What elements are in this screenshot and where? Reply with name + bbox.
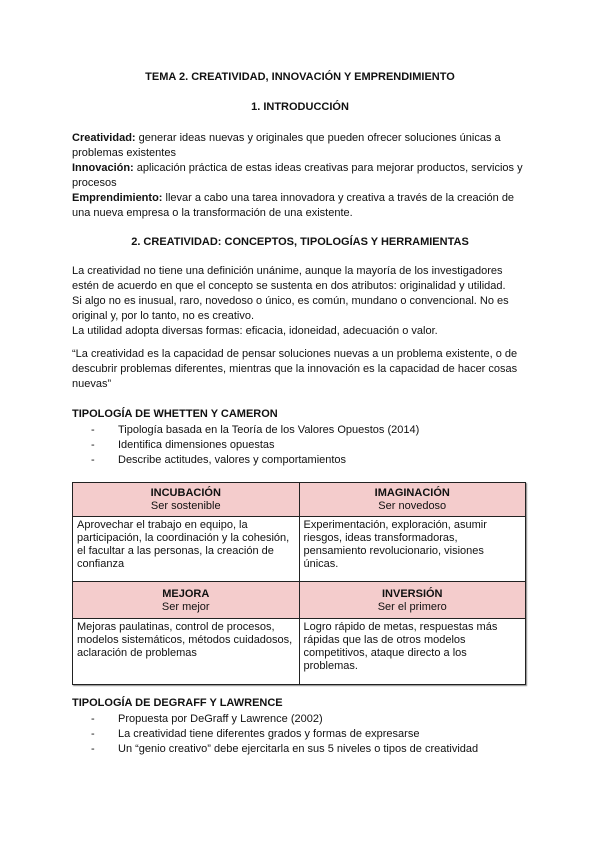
section-1-heading: 1. INTRODUCCIÓN xyxy=(251,101,349,113)
list-item xyxy=(72,727,532,742)
section-2-heading: 2. CREATIVIDAD: CONCEPTOS, TIPOLOGÍAS Y HERRAMIENTAS xyxy=(131,236,469,248)
bullet-text: Tipología basada en la Teoría de los Valores Opuestos (2014) xyxy=(118,424,420,436)
document-title: TEMA 2. CREATIVIDAD, INNOVACIÓN Y EMPRENDIMIENTO xyxy=(145,71,455,83)
list-item xyxy=(72,742,532,757)
quadrant-subtitle: Ser sostenible xyxy=(150,500,221,512)
intro-line: La creatividad no tiene una definición unánime, aunque la mayoría de los investigadores estén de acuerdo en que el concepto se sustenta en dos atributos: originalidad y utilidad. xyxy=(72,265,506,292)
table-cell: Experimentación, exploración, asumir riesgos, ideas transformadoras, pensamiento revolucionario, visiones únicas. xyxy=(299,517,526,582)
quadrant-subtitle: Ser novedoso xyxy=(378,500,447,512)
bullet-dash: - xyxy=(91,743,95,755)
creativity-quote: “La creatividad es la capacidad de pensar soluciones nuevas a un problema existente, o de descubrir problemas diferentes, mientras que la innovación es la capacidad de hacer cosas nuevas” xyxy=(72,348,518,390)
definition-emprendimiento xyxy=(72,191,530,221)
quadrant-title: INCUBACIÓN xyxy=(150,487,221,499)
bullet-text: Un “genio creativo” debe ejercitarla en sus 5 niveles o tipos de creatividad xyxy=(118,743,479,755)
definition-term: Innovación: xyxy=(72,162,134,174)
table-header-row xyxy=(73,582,526,619)
quadrant-subtitle: Ser el primero xyxy=(377,600,447,613)
definition-innovacion xyxy=(72,161,530,191)
bullet-dash: - xyxy=(91,439,95,451)
header-cell-inversion xyxy=(299,582,526,619)
list-item xyxy=(72,423,532,438)
list-item xyxy=(72,453,532,468)
intro-line: La utilidad adopta diversas formas: eficacia, idoneidad, adecuación o valor. xyxy=(72,325,438,337)
whetten-cameron-heading: TIPOLOGÍA DE WHETTEN Y CAMERON xyxy=(72,408,278,420)
whetten-cameron-bullets xyxy=(72,423,532,468)
quadrant-subtitle: Ser mejor xyxy=(161,600,210,613)
definition-text: llevar a cabo una tarea innovadora y creativa a través de la creación de una nueva empresa o la transformación de una existente. xyxy=(72,192,515,219)
quadrant-title: INVERSIÓN xyxy=(381,587,443,600)
degraff-lawrence-heading: TIPOLOGÍA DE DEGRAFF Y LAWRENCE xyxy=(72,697,283,709)
degraff-lawrence-bullets xyxy=(72,712,532,757)
bullet-text: Describe actitudes, valores y comportamientos xyxy=(118,454,347,466)
table-cell: Aprovechar el trabajo en equipo, la participación, la coordinación y la cohesión, el facultar a las personas, la creación de confianza xyxy=(73,517,300,582)
definition-text: generar ideas nuevas y originales que pueden ofrecer soluciones únicas a problemas existentes xyxy=(72,132,501,159)
list-item xyxy=(72,712,532,727)
definition-creatividad xyxy=(72,131,530,161)
table-cell: Mejoras paulatinas, control de procesos, modelos sistemáticos, métodos cuidadosos, aclaración de problemas xyxy=(73,619,300,685)
definitions-block xyxy=(72,131,530,221)
quadrant-title: IMAGINACIÓN xyxy=(374,487,450,499)
header-cell-imaginacion xyxy=(299,483,526,517)
bullet-text: La creatividad tiene diferentes grados y formas de expresarse xyxy=(118,728,420,740)
table-row xyxy=(73,619,526,685)
whetten-cameron-table xyxy=(72,482,526,685)
table-header-row xyxy=(73,483,526,517)
creativity-intro xyxy=(72,264,530,339)
bullet-dash: - xyxy=(91,713,95,725)
intro-line: Si algo no es inusual, raro, novedoso o único, es común, mundano o convencional. No es original y, por lo tanto, no es creativo. xyxy=(72,295,509,322)
table-row xyxy=(73,517,526,582)
bullet-dash: - xyxy=(91,424,95,436)
header-cell-mejora xyxy=(73,582,300,619)
bullet-dash: - xyxy=(91,728,95,740)
bullet-text: Propuesta por DeGraff y Lawrence (2002) xyxy=(118,713,323,725)
definition-term: Emprendimiento: xyxy=(72,192,163,204)
list-item xyxy=(72,438,532,453)
quadrant-title: MEJORA xyxy=(162,587,210,600)
header-cell-incubacion xyxy=(73,483,300,517)
bullet-text: Identifica dimensiones opuestas xyxy=(118,439,275,451)
bullet-dash: - xyxy=(91,454,95,466)
definition-text: aplicación práctica de estas ideas creativas para mejorar productos, servicios y procesos xyxy=(72,162,523,189)
definition-term: Creatividad: xyxy=(72,132,136,144)
table-cell: Logro rápido de metas, respuestas más rápidas que las de otros modelos competitivos, ataque directo a los problemas. xyxy=(299,619,526,685)
